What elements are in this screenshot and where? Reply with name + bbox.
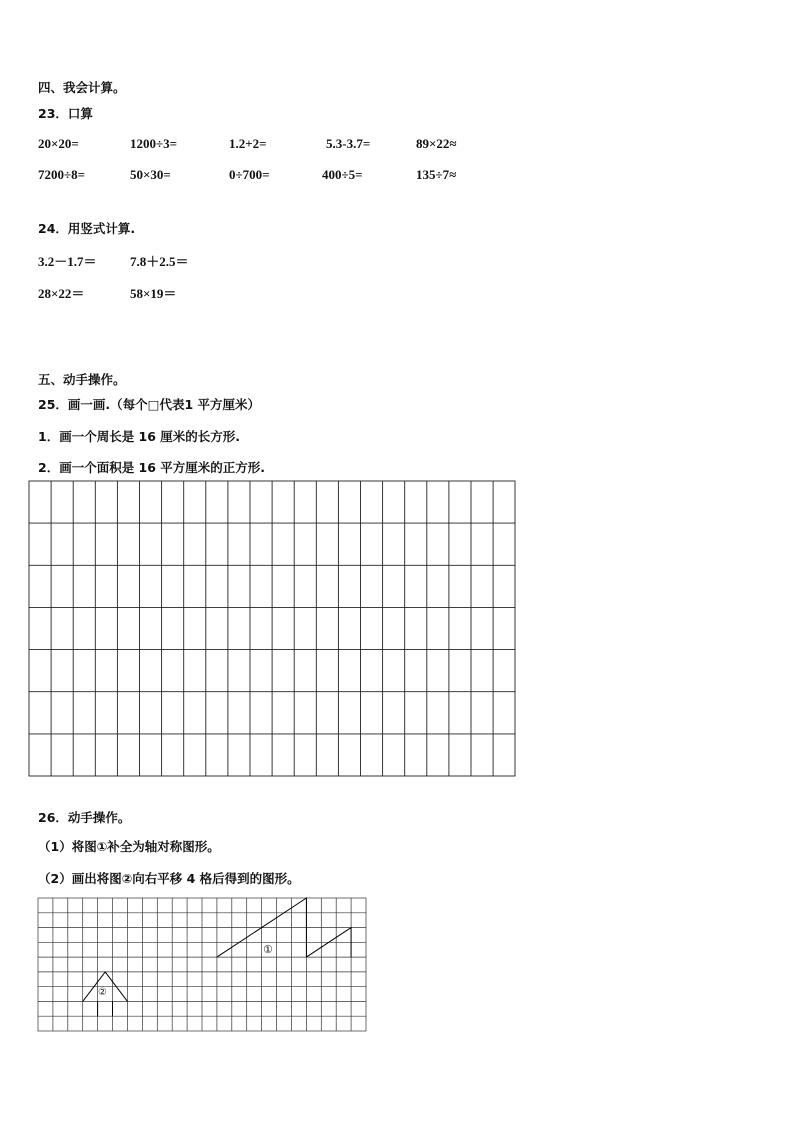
calc-item: 1200÷3= xyxy=(130,136,178,151)
figure-1-label: ① xyxy=(263,943,273,956)
q25-item-1: 1．画一个周长是 16 厘米的长方形. xyxy=(38,429,241,444)
q23-label: 23．口算 xyxy=(38,106,93,121)
q25-label: 25．画一画.（每个□代表1 平方厘米） xyxy=(38,397,261,412)
figure-2-label: ② xyxy=(98,987,107,998)
calc-item: 50×30= xyxy=(130,167,171,182)
vertical-calc-item: 58×19＝ xyxy=(130,286,177,301)
calc-item: 7200÷8= xyxy=(38,167,86,182)
q24-label: 24．用竖式计算. xyxy=(38,221,136,236)
vertical-calc-item: 7.8＋2.5＝ xyxy=(130,254,189,269)
q26-item-1: （1）将图①补全为轴对称图形。 xyxy=(38,839,220,854)
transform-grid[interactable] xyxy=(37,897,369,1033)
calc-item: 0÷700= xyxy=(229,167,270,182)
calc-item: 1.2+2= xyxy=(229,136,267,151)
calc-item: 5.3-3.7= xyxy=(326,136,371,151)
drawing-grid[interactable] xyxy=(28,480,518,778)
section-4-title: 四、我会计算。 xyxy=(38,80,126,95)
vertical-calc-item: 28×22＝ xyxy=(38,286,85,301)
vertical-calc-item: 3.2－1.7＝ xyxy=(38,254,97,269)
q26-label: 26．动手操作。 xyxy=(38,810,131,825)
q26-item-2: （2）画出将图②向右平移 4 格后得到的图形。 xyxy=(38,871,300,886)
calc-item: 89×22≈ xyxy=(416,136,457,151)
section-5-title: 五、动手操作。 xyxy=(38,372,126,387)
calc-item: 135÷7≈ xyxy=(416,167,457,182)
calc-item: 400÷5= xyxy=(322,167,363,182)
calc-item: 20×20= xyxy=(38,136,79,151)
q25-item-2: 2．画一个面积是 16 平方厘米的正方形. xyxy=(38,460,266,475)
